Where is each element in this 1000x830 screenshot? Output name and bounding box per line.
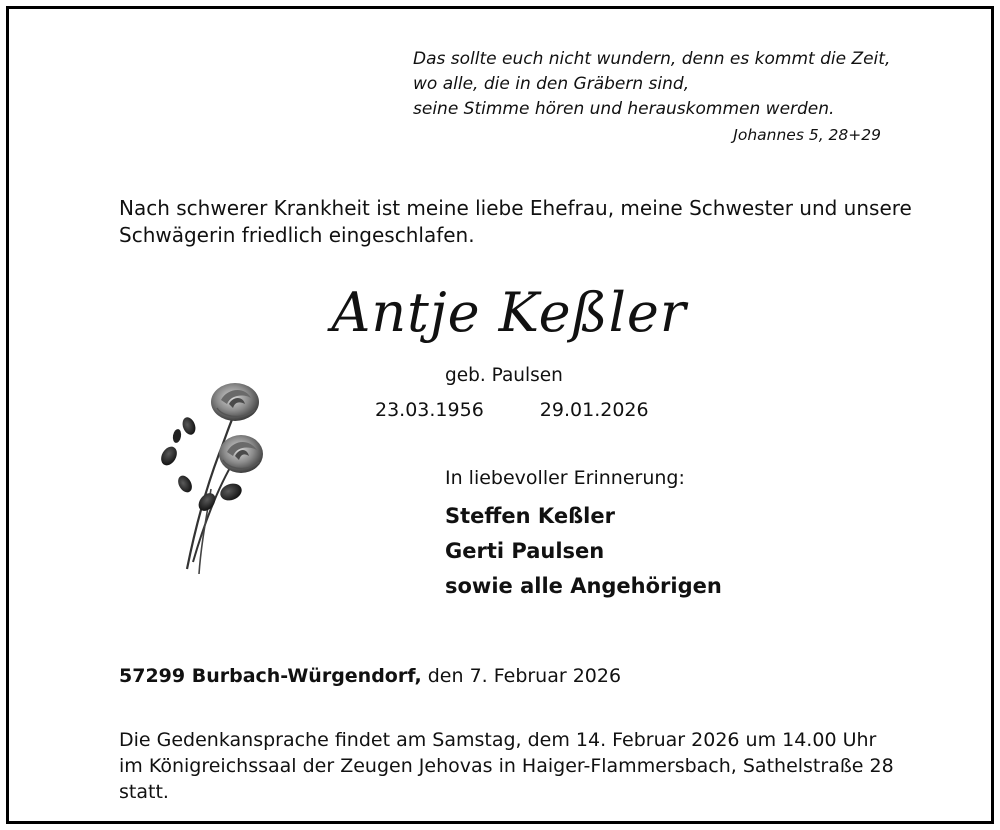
- deceased-name: [9, 281, 1000, 344]
- quote-line: seine Stimme hören und herauskommen werden.: [413, 99, 835, 119]
- ceremony-line: Die Gedenkansprache findet am Samstag, dem 14. Februar 2026 um 14.00 Uhr: [119, 729, 877, 751]
- obituary-frame: [6, 6, 994, 824]
- death-date: 29.01.2026: [539, 399, 649, 421]
- quote-line: Das sollte euch nicht wundern, denn es kommt die Zeit,: [413, 49, 891, 69]
- mourner-name: Steffen Keßler: [445, 504, 615, 528]
- life-dates: [375, 399, 649, 421]
- place: 57299 Burbach-Würgendorf,: [119, 665, 422, 687]
- intro-line: Schwägerin friedlich eingeschlafen.: [119, 223, 475, 247]
- intro-line: Nach schwerer Krankheit ist meine liebe Ehefrau, meine Schwester und unsere: [119, 196, 912, 220]
- ceremony-line: im Königreichssaal der Zeugen Jehovas in Haiger-Flammersbach, Sathelstraße 28: [119, 755, 894, 777]
- maiden-name: geb. Paulsen: [445, 365, 563, 386]
- birth-date: 23.03.1956: [375, 399, 484, 421]
- notice-date: den 7. Februar 2026: [427, 665, 622, 687]
- quote-line: wo alle, die in den Gräbern sind,: [413, 74, 690, 94]
- quote-reference: Johannes 5, 28+29: [733, 126, 881, 144]
- bible-quote: [413, 47, 890, 122]
- mourner-name: sowie alle Angehörigen: [445, 574, 722, 598]
- ceremony-info: [119, 727, 929, 805]
- remembrance-heading: In liebevoller Erinnerung:: [445, 467, 685, 489]
- deceased-name-text: Antje Keßler: [331, 281, 687, 344]
- ceremony-line: statt.: [119, 781, 169, 803]
- intro-text: [119, 195, 919, 249]
- mourners-list: [445, 499, 722, 604]
- mourner-name: Gerti Paulsen: [445, 539, 605, 563]
- place-and-date: [119, 665, 621, 687]
- rose-icon: [149, 374, 289, 584]
